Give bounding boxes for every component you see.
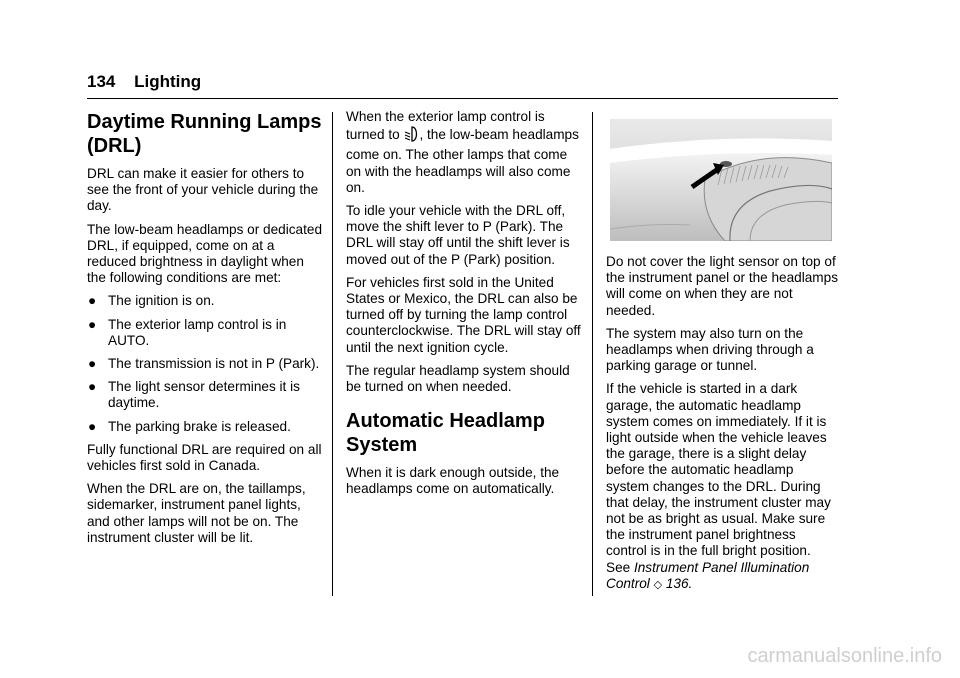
list-item: ● The transmission is not in P (Park). [88, 356, 320, 372]
section-title: Lighting [134, 72, 202, 91]
auto-headlamp-heading: Automatic Headlamp System [346, 410, 545, 457]
regular-system-paragraph: The regular headlamp system should be turned on when needed. [346, 362, 570, 395]
low-beam-headlamp-icon [403, 125, 419, 147]
watermark: carmanualsonline.info [747, 645, 942, 667]
us-mexico-paragraph: For vehicles first sold in the United States or Mexico, the DRL can also be turned off by turning the lamp control counterclockwise. The DRL will stay off until the next ignition cycle. [346, 274, 581, 355]
list-item: ● The parking brake is released. [88, 418, 291, 434]
column-divider-2 [592, 112, 593, 596]
cross-reference-link[interactable]: Instrument Panel Illumination Control ◇ 136. [606, 559, 810, 591]
drl-paragraph-1: DRL can make it easier for others to see the front of your vehicle during the day. [87, 166, 319, 214]
column-1 [87, 110, 323, 553]
header-rule [87, 98, 838, 99]
drl-heading: Daytime Running Lamps (DRL) [87, 111, 322, 157]
page-header [87, 72, 201, 92]
auto-headlamp-paragraph: When it is dark enough outside, the headlamps come on automatically. [346, 465, 560, 497]
sensor-paragraph-2: The system may also turn on the headlamps when driving through a parking garage or tunnel. [606, 325, 814, 374]
drl-paragraph-2: The low-beam headlamps or dedicated DRL, if equipped, come on at a reduced brightness in daylight when the following conditions are met: [87, 221, 323, 286]
list-item: ● The ignition is on. [88, 293, 215, 309]
exterior-lamp-paragraph: When the exterior lamp control is turned to , the low-beam headlamps come on. The other lamps that come on with the headlamps will also come on. [346, 109, 579, 195]
idle-paragraph: To idle your vehicle with the DRL off, move the shift lever to P (Park). The DRL will stay off until the shift lever is moved out of the P (Park) position. [346, 203, 570, 267]
light-sensor-illustration [610, 119, 832, 241]
column-3 [606, 254, 838, 600]
column-divider-1 [332, 112, 333, 596]
sensor-paragraph-1: Do not cover the light sensor on top of the instrument panel or the headlamps will come on when they are not needed. [606, 254, 838, 318]
sensor-paragraph-3: If the vehicle is started in a dark garage, the automatic headlamp system comes on immediately. If it is light outside when the vehicle leaves the garage, there is a slight delay before the automatic headlamp system changes to the DRL. During that delay, the instrument cluster may not be as bright as usual. Make sure the instrument panel brightness control is in the full bright position. See Instrument Panel Illumination Control ◇ 136. [606, 381, 831, 591]
page-number: 134 [87, 72, 116, 91]
list-item: ● The exterior lamp control is in AUTO. [88, 316, 287, 348]
drl-paragraph-3: Fully functional DRL are required on all vehicles first sold in Canada. [87, 441, 322, 474]
column-2 [346, 109, 582, 505]
list-item: ● The light sensor determines it is daytime. [88, 379, 300, 411]
drl-paragraph-4: When the DRL are on, the taillamps, sidemarker, instrument panel lights, and other lamps will not be on. The instrument cluster will be lit. [87, 481, 306, 545]
page-reference-icon: ◇ [653, 578, 663, 591]
